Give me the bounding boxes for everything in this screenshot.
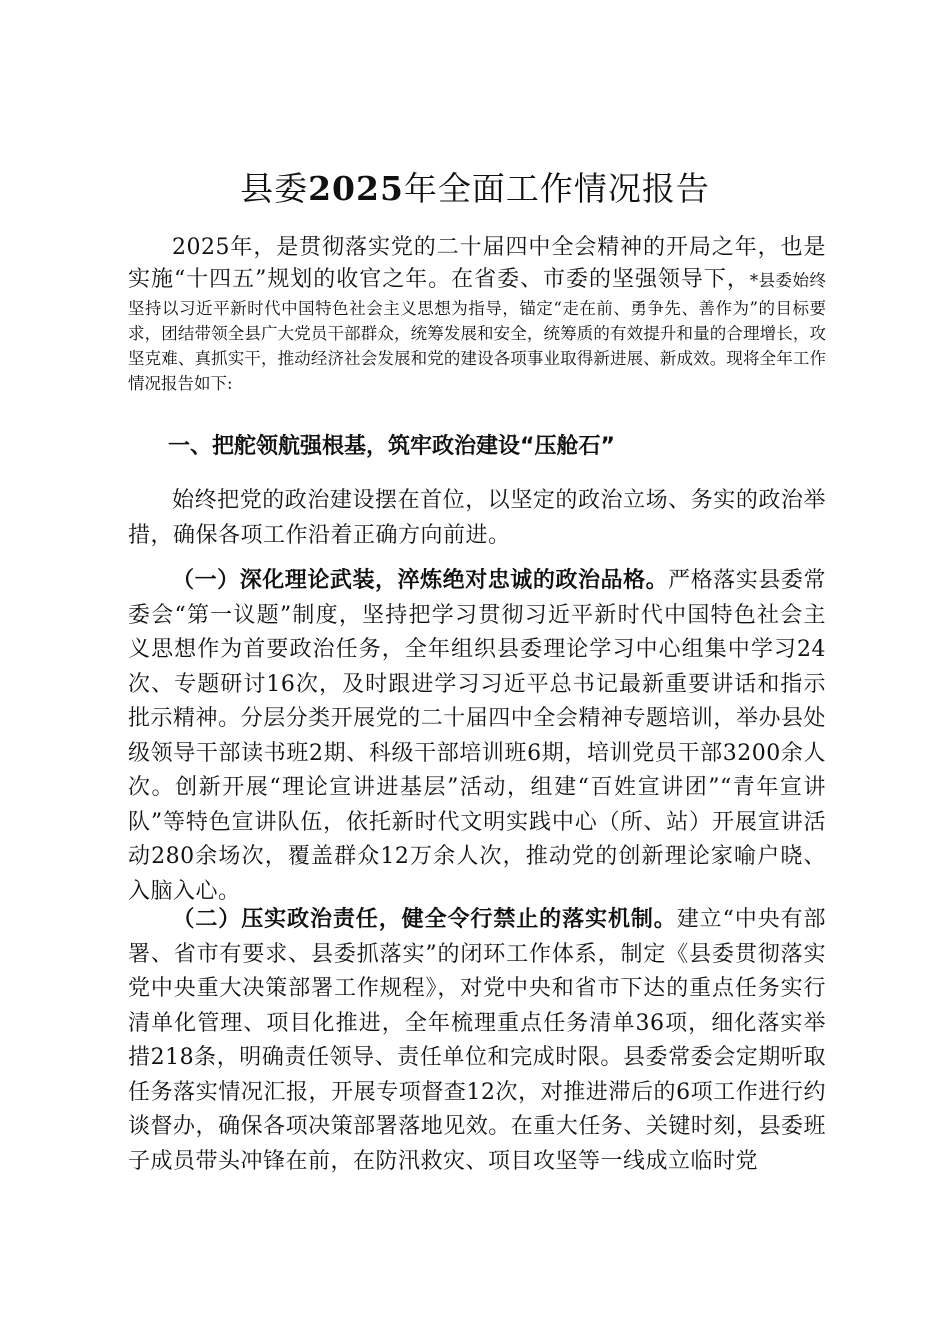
section-1-text: 始终把党的政治建设摆在首位，以坚定的政治立场、务实的政治举措，确保各项工作沿着正确方向前进。 xyxy=(128,488,826,548)
section-1-heading: 一、把舵领航强根基，筑牢政治建设“压舱石” xyxy=(168,434,615,459)
title-prefix: 县委 xyxy=(240,169,309,208)
subsection-2-lead: （二）压实政治责任，健全令行禁止的落实机制。 xyxy=(172,907,677,932)
subsection-1-lead: （一）深化理论武装，淬炼绝对忠诚的政治品格。 xyxy=(172,568,669,593)
document-title xyxy=(0,165,950,213)
intro-paragraph xyxy=(128,232,826,396)
subsection-2-body: 建立“中央有部署、省市有要求、县委抓落实”的闭环工作体系，制定《县委贯彻落实党中央重大决策部署工作规程》，对党中央和省市下达的重点任务实行清单化管理、项目化推进，全年梳理重点任务清单36项，细化落实举措218条，明确责任领导、责任单位和完成时限。县委常委会定期听取任务落实情况汇报，开展专项督查12次，对推进滞后的6项工作进行约谈督办，确保各项决策部署落地见效。在重大任务、关键时刻，县委班子成员带头冲锋在前，在防汛救灾、项目攻坚等一线成立临时党 xyxy=(128,907,826,1174)
intro-text-small: *县委始终坚持以习近平新时代中国特色社会主义思想为指导，锚定“走在前、勇争先、善作为”的目标要求，团结带领全县广大党员干部群众，统筹发展和安全，统筹质的有效提升和量的合理增长，攻坚克难、真抓实干，推动经济社会发展和党的建设各项事业取得新进展、新成效。现将全年工作情况报告如下: xyxy=(128,271,826,393)
title-year: 2025 xyxy=(308,169,404,208)
subsection-2-paragraph xyxy=(128,903,826,1179)
title-suffix: 年全面工作情况报告 xyxy=(403,169,710,208)
section-1-paragraph xyxy=(128,484,826,553)
subsection-1-body: 严格落实县委常委会“第一议题”制度，坚持把学习贯彻习近平新时代中国特色社会主义思想作为首要政治任务，全年组织县委理论学习中心组集中学习24次、专题研讨16次，及时跟进学习习近平总书记最新重要讲话和指示批示精神。分层分类开展党的二十届四中全会精神专题培训，举办县处级领导干部读书班2期、科级干部培训班6期，培训党员干部3200余人次。创新开展“理论宣讲进基层”活动，组建“百姓宣讲团”“青年宣讲队”等特色宣讲队伍，依托新时代文明实践中心（所、站）开展宣讲活动280余场次，覆盖群众12万余人次，推动党的创新理论家喻户晓、入脑入心。 xyxy=(128,568,826,904)
subsection-1-paragraph xyxy=(128,564,826,909)
intro-text-large: 2025年，是贯彻落实党的二十届四中全会精神的开局之年，也是实施“十四五”规划的收官之年。在省委、市委的坚强领导下， xyxy=(128,235,826,292)
